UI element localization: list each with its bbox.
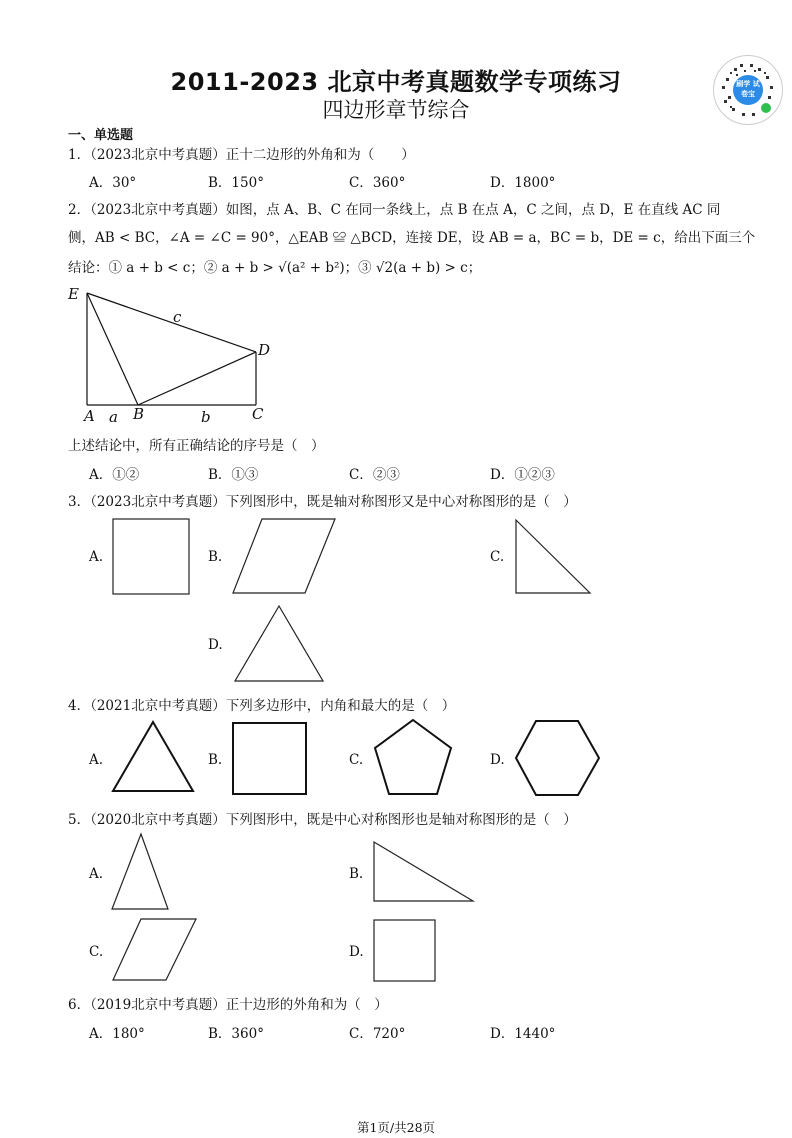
qr-center-label: 刷学 试卷宝	[736, 80, 760, 98]
q4-pentagon-icon	[372, 717, 462, 802]
q3-equilateral-triangle-icon	[233, 604, 328, 684]
q3-option-a[interactable]: A.	[89, 549, 104, 565]
page-subtitle: 四边形章节综合	[322, 98, 470, 122]
q5-option-c[interactable]: C.	[89, 944, 104, 960]
q4-square-icon	[231, 721, 311, 801]
q4-option-a[interactable]: A.	[89, 752, 104, 768]
question-4-stem: 4．（2021北京中考真题）下列多边形中，内角和最大的是（ ）	[68, 698, 456, 714]
page-footer: 第1页/共28页	[356, 1120, 436, 1135]
q4-option-c[interactable]: C.	[349, 752, 364, 768]
q5-right-triangle-icon	[372, 840, 482, 910]
q2-option-d[interactable]: D．①②③	[490, 467, 555, 483]
page-title: 2011-2023 北京中考真题数学专项练习	[170, 68, 622, 96]
q2-label-b: B	[133, 405, 145, 423]
q5-isosceles-triangle-icon	[110, 832, 180, 917]
q1-option-c[interactable]: C．360°	[349, 175, 406, 191]
q2-option-c[interactable]: C．②③	[349, 467, 400, 483]
q3-option-d[interactable]: D.	[208, 637, 223, 653]
q2-label-b-length: b	[201, 408, 211, 426]
section-heading: 一、单选题	[68, 128, 134, 143]
question-2-prompt: 上述结论中，所有正确结论的序号是（ ）	[68, 438, 325, 454]
q6-option-d[interactable]: D．1440°	[490, 1026, 556, 1042]
question-6-stem: 6．（2019北京中考真题）正十边形的外角和为（ ）	[68, 997, 388, 1013]
question-2-line3: 结论：① a + b < c；② a + b > √(a² + b²)；③ √2(a + b) > c；	[68, 260, 482, 276]
q1-option-b[interactable]: B．150°	[208, 175, 264, 191]
question-2-line1: 2．（2023北京中考真题）如图，点 A、B、C 在同一条线上，点 B 在点 A，C 之间，点 D，E 在直线 AC 同	[68, 202, 721, 218]
question-3-stem: 3．（2023北京中考真题）下列图形中，既是轴对称图形又是中心对称图形的是（ ）	[68, 494, 577, 510]
q6-option-a[interactable]: A．180°	[89, 1026, 145, 1042]
question-2-line2: 侧，AB < BC，∠A = ∠C = 90°，△EAB ≌ △BCD，连接 DE，设 AB = a，BC = b，DE = c，给出下面三个	[68, 230, 756, 246]
q3-option-b[interactable]: B.	[208, 549, 223, 565]
q2-label-a: A	[84, 407, 95, 425]
q4-option-d[interactable]: D.	[490, 752, 505, 768]
q2-label-d: D	[258, 341, 271, 359]
q2-option-b[interactable]: B．①③	[208, 467, 259, 483]
q6-option-c[interactable]: C．720°	[349, 1026, 406, 1042]
q2-label-c-length: c	[173, 308, 182, 326]
q6-option-b[interactable]: B．360°	[208, 1026, 264, 1042]
question-5-stem: 5．（2020北京中考真题）下列图形中，既是中心对称图形也是轴对称图形的是（ ）	[68, 812, 577, 828]
q2-label-e: E	[68, 285, 79, 303]
q1-option-a[interactable]: A．30°	[89, 175, 137, 191]
q5-option-a[interactable]: A.	[89, 866, 104, 882]
qr-code-icon[interactable]	[713, 55, 783, 125]
q2-label-c: C	[252, 405, 264, 423]
q2-option-a[interactable]: A．①②	[89, 467, 140, 483]
q4-triangle-icon	[111, 719, 201, 799]
q5-parallelogram-icon	[112, 916, 202, 986]
q5-option-d[interactable]: D.	[349, 944, 364, 960]
q3-option-c[interactable]: C.	[490, 549, 505, 565]
q3-right-triangle-icon	[514, 518, 594, 598]
q5-option-b[interactable]: B.	[349, 866, 364, 882]
q2-figure	[70, 283, 270, 423]
question-1-stem: 1．（2023北京中考真题）正十二边形的外角和为（ ）	[68, 147, 415, 163]
q2-label-a-length: a	[109, 408, 118, 426]
q4-option-b[interactable]: B.	[208, 752, 223, 768]
q4-hexagon-icon	[514, 718, 609, 803]
q3-parallelogram-icon	[232, 518, 342, 598]
q1-option-d[interactable]: D．1800°	[490, 175, 556, 191]
q5-square-icon	[372, 918, 442, 988]
q3-square-icon	[112, 518, 192, 598]
